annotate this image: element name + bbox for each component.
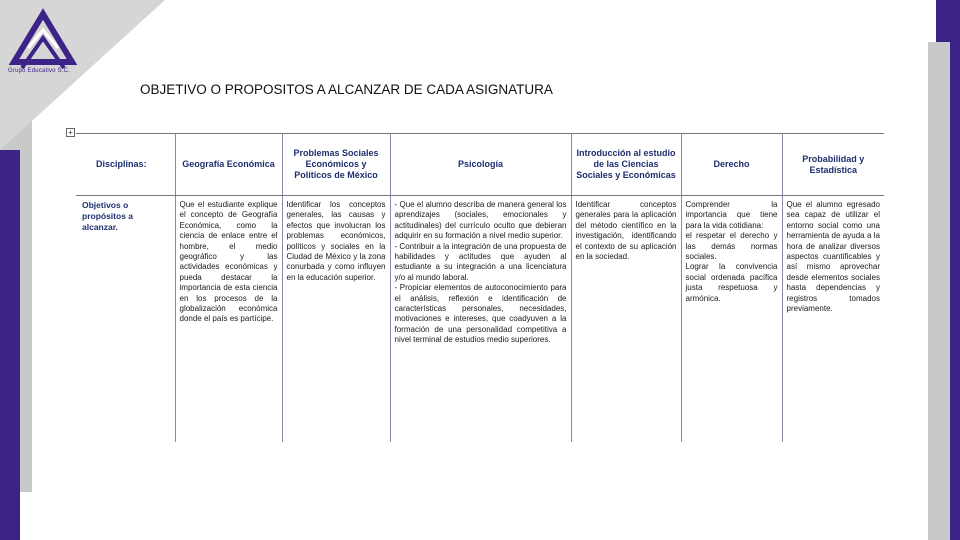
derecho-line-3: Lograr la convivencia social ordenada pacífica justa respetuosa y armónica.	[685, 262, 778, 303]
cell-geografia: Que el estudiante explique el concepto de Geografía Económica, como la ciencia de enlace entre el hombre, el medio geográfico y las actividades económicas y pueda destacar la importancia de esta ciencia en los procesos de la globalización económica donde el país es partícipe.	[175, 196, 282, 442]
cell-probabilidad: Que el alumno egresado sea capaz de utilizar el entorno social como una herramienta de ayuda a la hora de analizar diversos aspectos cuantificables y así mismo aprovechar desde elementos sociales hasta dependencias y registros tomados previamente.	[782, 196, 884, 442]
header-problemas-sociales: Problemas Sociales Económicos y Políticos de México	[282, 134, 390, 196]
cell-derecho	[681, 196, 782, 442]
psicologia-objective-3: - Propiciar elementos de autoconocimiento para el análisis, reflexión e identificación de características personales, necesidades, motivaciones e intereses, que coadyuven a la formación de una personalidad competitiva a nivel terminal de estudios medio superiores.	[394, 283, 567, 345]
table-header-row	[76, 134, 884, 196]
cell-problemas-sociales: Identificar los conceptos generales, las causas y efectos que involucran los problemas económicos, políticos y sociales en la Ciudad de México y la zona conurbada y como influyen en la educación superior.	[282, 196, 390, 442]
left-purple-bar	[0, 150, 20, 540]
derecho-line-1: Comprender la importancia que tiene para la vida cotidiana:	[685, 200, 778, 230]
header-geografia: Geografía Económica	[175, 134, 282, 196]
header-disciplinas: Disciplinas:	[76, 134, 175, 196]
header-derecho: Derecho	[681, 134, 782, 196]
cell-introduccion: Identificar conceptos generales para la aplicación del método científico en la investigación, identificando el contexto de su aplicación en la sociedad.	[571, 196, 681, 442]
psicologia-objective-1: - Que el alumno describa de manera general los aprendizajes (sociales, emocionales y actitudinales) del currículo oculto que debieran adquirir en su formación a nivel medio superior.	[394, 200, 567, 241]
row-label-objetivos: Objetivos o propósitos a alcanzar.	[82, 200, 134, 233]
table-expand-icon[interactable]: +	[66, 128, 75, 137]
logo-caption: Grupo Educativo S.C.	[8, 68, 71, 74]
derecho-line-2: el respetar el derecho y las demás normas sociales.	[685, 231, 778, 261]
page-title: OBJETIVO O PROPOSITOS A ALCANZAR DE CADA ASIGNATURA	[140, 82, 553, 97]
triangle-logo-icon	[6, 8, 80, 74]
objectives-table	[76, 133, 884, 443]
header-introduccion: Introducción al estudio de las Ciencias Sociales y Económicas	[571, 134, 681, 196]
header-psicologia: Psicología	[390, 134, 571, 196]
right-gray-bar	[928, 42, 950, 540]
psicologia-objective-2: - Contribuir a la integración de una propuesta de habilidades y actitudes que ayuden al estudiante a su integración a una licenciatura y/o al mundo laboral.	[394, 241, 567, 282]
header-probabilidad: Probabilidad y Estadística	[782, 134, 884, 196]
table-row	[76, 196, 884, 442]
cell-psicologia	[390, 196, 571, 442]
